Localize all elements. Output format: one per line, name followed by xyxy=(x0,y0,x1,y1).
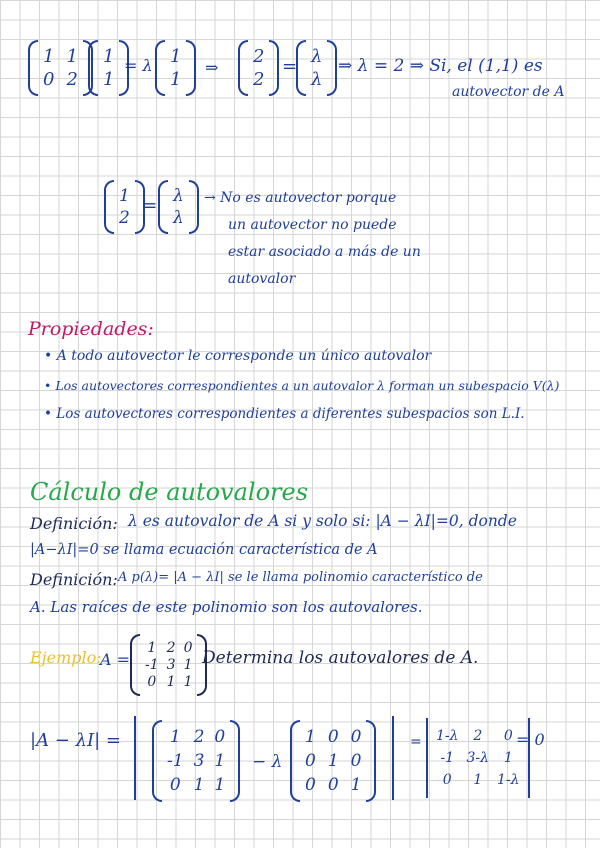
matrix-a-2x2 xyxy=(28,42,93,94)
matrix-cell: 1 xyxy=(103,46,115,67)
matrix-cell: 0 xyxy=(214,727,226,747)
note-line-4: autovalor xyxy=(228,271,296,287)
final-matrix-a xyxy=(152,722,240,800)
equals-sign: = xyxy=(282,56,298,77)
matrix-cell: 3 xyxy=(166,657,176,673)
matrix-cell: 2 xyxy=(253,69,265,90)
matrix-cell: 1 xyxy=(327,751,339,771)
example-matrix xyxy=(130,636,207,694)
definition-label-1: Definición: xyxy=(30,514,118,533)
vector-lambda-lambda xyxy=(296,42,337,94)
matrix-cell: 1-λ xyxy=(497,772,520,788)
matrix-cell: 0 xyxy=(305,751,316,771)
matrix-cell: 1 xyxy=(193,775,205,795)
matrix-cell: 2 xyxy=(473,728,483,744)
equals-zero: = 0 xyxy=(516,730,545,749)
matrix-cell: 1 xyxy=(183,674,193,690)
matrix-cell: 0 xyxy=(305,775,316,795)
property-item-3: • Los autovectores correspondientes a diferentes subespacios son L.I. xyxy=(44,406,525,422)
property-item-1: • A todo autovector le corresponde un único autovalor xyxy=(44,348,432,364)
matrix-cell: 0 xyxy=(350,727,362,747)
matrix-cell: 3-λ xyxy=(466,750,490,766)
matrix-cell: 1 xyxy=(166,674,176,690)
matrix-cell: 1 xyxy=(66,46,78,67)
equals-lambda: = λ xyxy=(124,56,153,75)
matrix-cell: 1 xyxy=(473,772,483,788)
matrix-cell: 0 xyxy=(183,640,193,656)
matrix-cell: 2 xyxy=(166,640,176,656)
matrix-cell: 0 xyxy=(503,728,513,744)
matrix-cell: 0 xyxy=(147,674,157,690)
section-title-propiedades: Propiedades: xyxy=(28,318,154,340)
matrix-cell: 1 xyxy=(350,775,362,795)
definition-text-2b: A. Las raíces de este polinomio son los autovalores. xyxy=(30,598,423,616)
matrix-cell: 1 xyxy=(169,727,181,747)
matrix-cell: 1-λ xyxy=(436,728,459,744)
matrix-cell: -1 xyxy=(145,657,159,673)
matrix-cell: λ xyxy=(173,208,184,228)
matrix-cell: 1 xyxy=(147,640,157,656)
matrix-cell: 1 xyxy=(119,186,130,206)
matrix-cell: λ xyxy=(311,69,323,90)
definition-label-2: Definición: xyxy=(30,570,118,589)
note-line-2: un autovector no puede xyxy=(228,217,397,233)
a-equals: A = xyxy=(100,650,131,669)
definition-text-1b: |A−λI|=0 se llama ecuación característica de A xyxy=(30,542,378,558)
minus-lambda: − λ xyxy=(252,752,283,772)
matrix-cell: 1 xyxy=(503,750,513,766)
vector-1-1-b xyxy=(155,42,196,94)
vector-lambda-lambda-2 xyxy=(158,182,199,232)
note-line-1: → No es autovector porque xyxy=(204,190,397,206)
matrix-cell: 1 xyxy=(43,46,55,67)
outer-determinant xyxy=(134,716,136,800)
matrix-cell: 0 xyxy=(43,69,55,90)
matrix-cell: 1 xyxy=(183,657,193,673)
matrix-cell: 2 xyxy=(66,69,78,90)
example-label: Ejemplo: xyxy=(30,648,102,667)
definition-text-1: λ es autovalor de A si y solo si: |A − λI|=0, donde xyxy=(128,512,517,530)
matrix-cell: 1 xyxy=(170,46,182,67)
result-text-2: autovector de A xyxy=(452,84,565,100)
matrix-cell: 2 xyxy=(253,46,265,67)
matrix-cell: 2 xyxy=(193,727,205,747)
matrix-cell: -1 xyxy=(440,750,455,766)
matrix-cell: 1 xyxy=(103,69,115,90)
matrix-cell: 1 xyxy=(214,775,226,795)
implies-arrow: ⇒ xyxy=(205,58,219,77)
property-item-2: • Los autovectores correspondientes a un autovalor λ forman un subespacio V(λ) xyxy=(44,378,560,393)
note-line-3: estar asociado a más de un xyxy=(228,244,421,260)
matrix-cell: 0 xyxy=(327,727,339,747)
section-title-calculo: Cálculo de autovalores xyxy=(30,478,309,506)
matrix-cell: 0 xyxy=(442,772,452,788)
vector-1-2 xyxy=(104,182,145,232)
matrix-cell: 0 xyxy=(169,775,181,795)
matrix-cell: 3 xyxy=(193,751,205,771)
matrix-cell: 0 xyxy=(327,775,339,795)
matrix-cell: 1 xyxy=(305,727,316,747)
char-eq-lhs: |A − λI| = xyxy=(30,730,121,751)
equals-sign-final: = xyxy=(410,734,422,750)
determinant-lambda xyxy=(426,718,530,798)
equals-sign-2: = xyxy=(143,196,158,216)
example-instruction: Determina los autovalores de A. xyxy=(202,648,479,668)
outer-determinant-right xyxy=(392,716,394,800)
matrix-cell: λ xyxy=(311,46,323,67)
matrix-cell: 1 xyxy=(170,69,182,90)
definition-text-2: A p(λ)= |A − λI| se le llama polinomio característico de xyxy=(118,570,483,585)
vector-2-2 xyxy=(238,42,279,94)
matrix-cell: 2 xyxy=(119,208,130,228)
matrix-cell: -1 xyxy=(167,751,184,771)
matrix-cell: 0 xyxy=(350,751,362,771)
matrix-cell: λ xyxy=(173,186,184,206)
matrix-cell: 1 xyxy=(214,751,226,771)
result-text: ⇒ λ = 2 ⇒ Si, el (1,1) es xyxy=(338,56,543,76)
identity-matrix xyxy=(290,722,376,800)
